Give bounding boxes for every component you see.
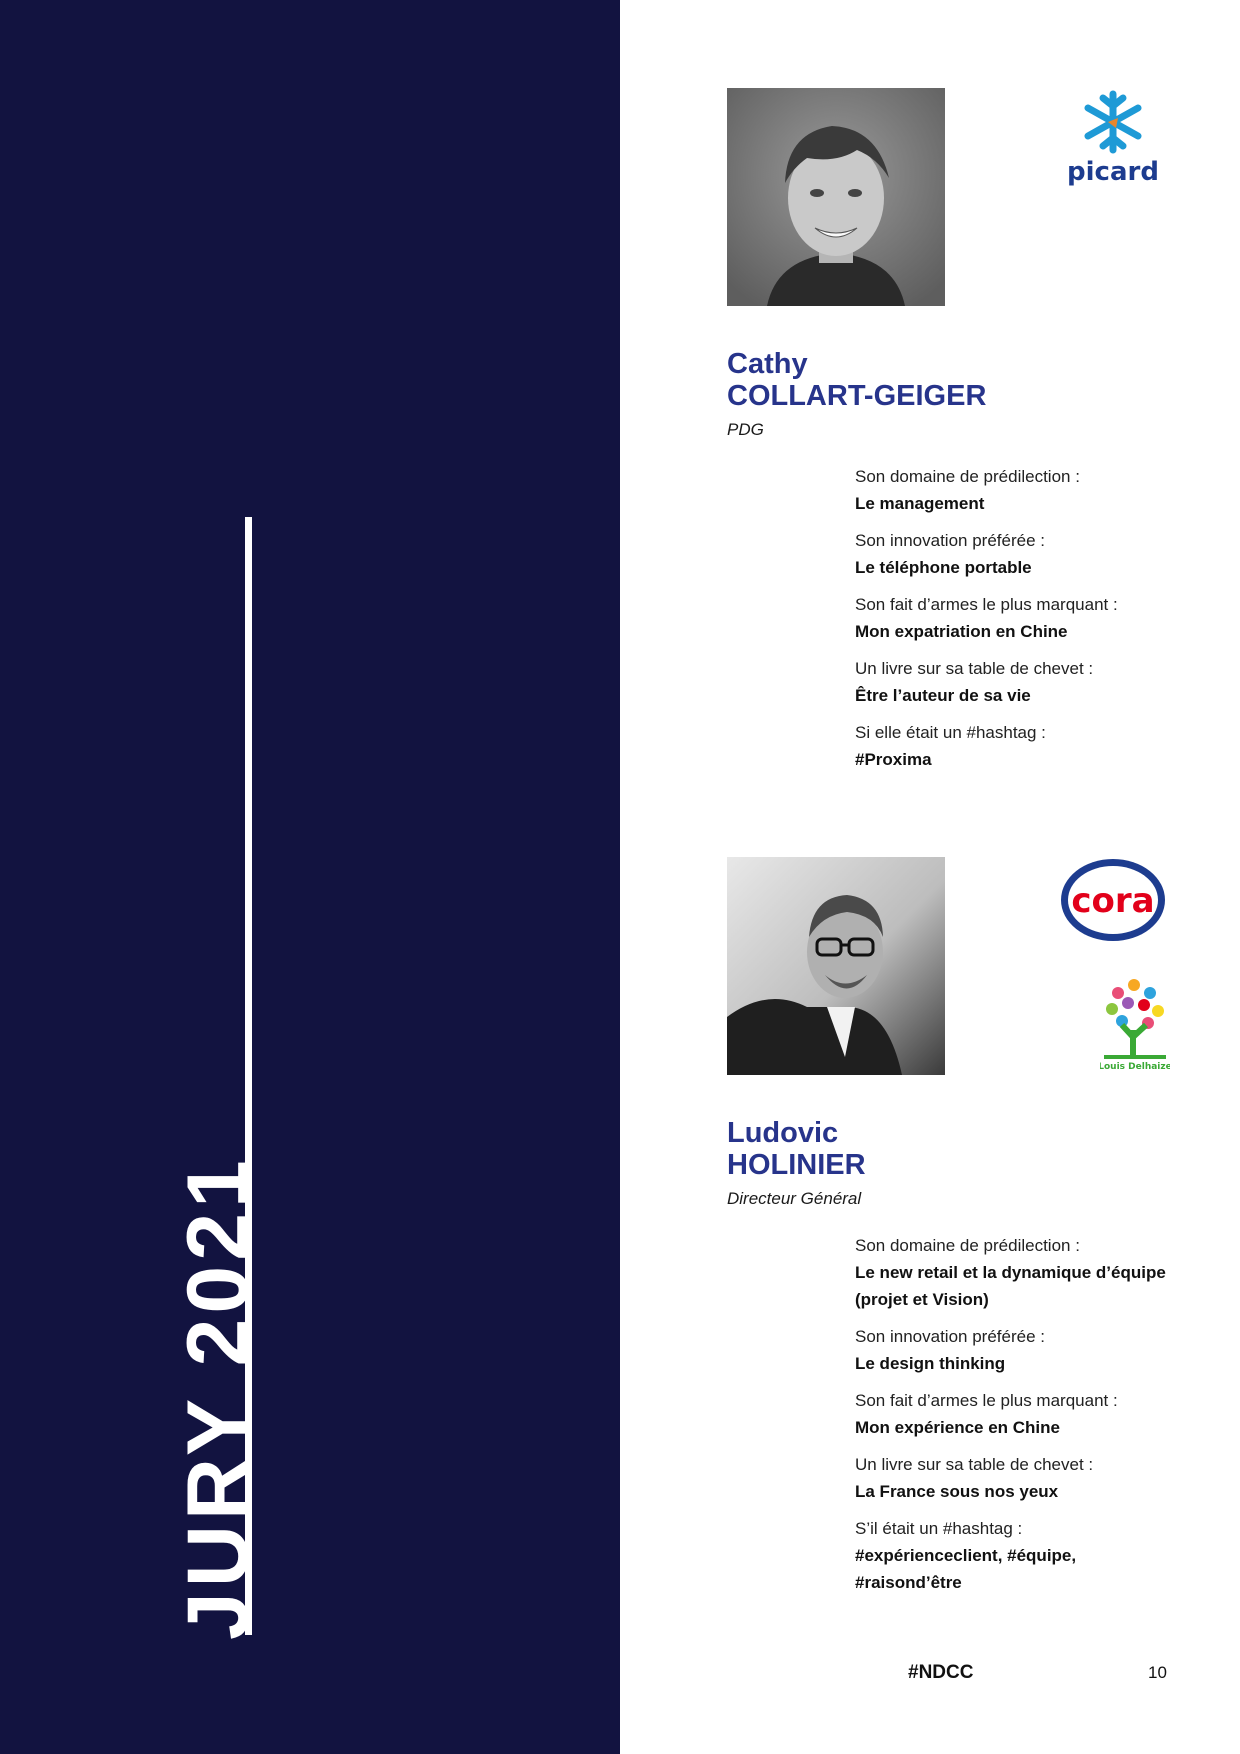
- qa-item: [855, 1387, 1185, 1441]
- qa-item: [855, 655, 1185, 709]
- svg-text:picard: picard: [1067, 157, 1159, 186]
- qa-answer: #expérienceclient, #équipe, #raisond’être: [855, 1546, 1077, 1592]
- qa-item: [855, 527, 1185, 581]
- qa-answer: La France sous nos yeux: [855, 1482, 1059, 1501]
- juror-last-name: HOLINIER: [727, 1149, 866, 1181]
- qa-item: [855, 1451, 1185, 1505]
- svg-text:Louis Delhaize: Louis Delhaize: [1100, 1062, 1170, 1072]
- juror-role: PDG: [727, 420, 764, 439]
- footer-hashtag: #NDCC: [908, 1662, 974, 1683]
- juror-photo-cathy: [727, 88, 945, 306]
- qa-answer: #Proxima: [855, 750, 932, 769]
- qa-question: Un livre sur sa table de chevet :: [855, 659, 1094, 678]
- qa-question: S’il était un #hashtag :: [855, 1519, 1023, 1538]
- qa-question: Son fait d’armes le plus marquant :: [855, 1391, 1118, 1410]
- qa-item: [855, 1515, 1185, 1596]
- qa-question: Son innovation préférée :: [855, 531, 1045, 550]
- page-title: JURY 2021: [170, 1155, 266, 1640]
- qa-question: Si elle était un #hashtag :: [855, 723, 1046, 742]
- svg-text:cora: cora: [1071, 881, 1155, 921]
- qa-question: Un livre sur sa table de chevet :: [855, 1455, 1094, 1474]
- juror-last-name: COLLART-GEIGER: [727, 380, 987, 412]
- juror-first-name: Ludovic: [727, 1117, 839, 1149]
- qa-answer: Le management: [855, 494, 985, 513]
- juror-role: Directeur Général: [727, 1189, 862, 1208]
- qa-item: [855, 719, 1185, 773]
- cora-logo: [1058, 857, 1168, 948]
- juror-name: [727, 1117, 866, 1181]
- qa-answer: Mon expatriation en Chine: [855, 622, 1068, 641]
- qa-answer: Mon expérience en Chine: [855, 1418, 1060, 1437]
- page-number: 10: [1148, 1663, 1167, 1682]
- juror-name: [727, 348, 986, 412]
- juror-qa-list: [855, 1232, 1185, 1606]
- qa-item: [855, 1323, 1185, 1377]
- louis-delhaize-logo: [1100, 975, 1170, 1082]
- qa-answer: Le new retail et la dynamique d’équipe (projet et Vision): [855, 1263, 1166, 1309]
- qa-answer: Le téléphone portable: [855, 558, 1032, 577]
- juror-first-name: Cathy: [727, 348, 808, 380]
- qa-answer: Être l’auteur de sa vie: [855, 686, 1031, 705]
- picard-logo: [1058, 88, 1168, 191]
- qa-answer: Le design thinking: [855, 1354, 1006, 1373]
- qa-item: [855, 463, 1185, 517]
- juror-qa-list: [855, 463, 1185, 783]
- qa-question: Son domaine de prédilection :: [855, 467, 1080, 486]
- juror-photo-ludovic: [727, 857, 945, 1075]
- qa-item: [855, 1232, 1185, 1313]
- qa-question: Son innovation préférée :: [855, 1327, 1045, 1346]
- qa-item: [855, 591, 1185, 645]
- qa-question: Son fait d’armes le plus marquant :: [855, 595, 1118, 614]
- qa-question: Son domaine de prédilection :: [855, 1236, 1080, 1255]
